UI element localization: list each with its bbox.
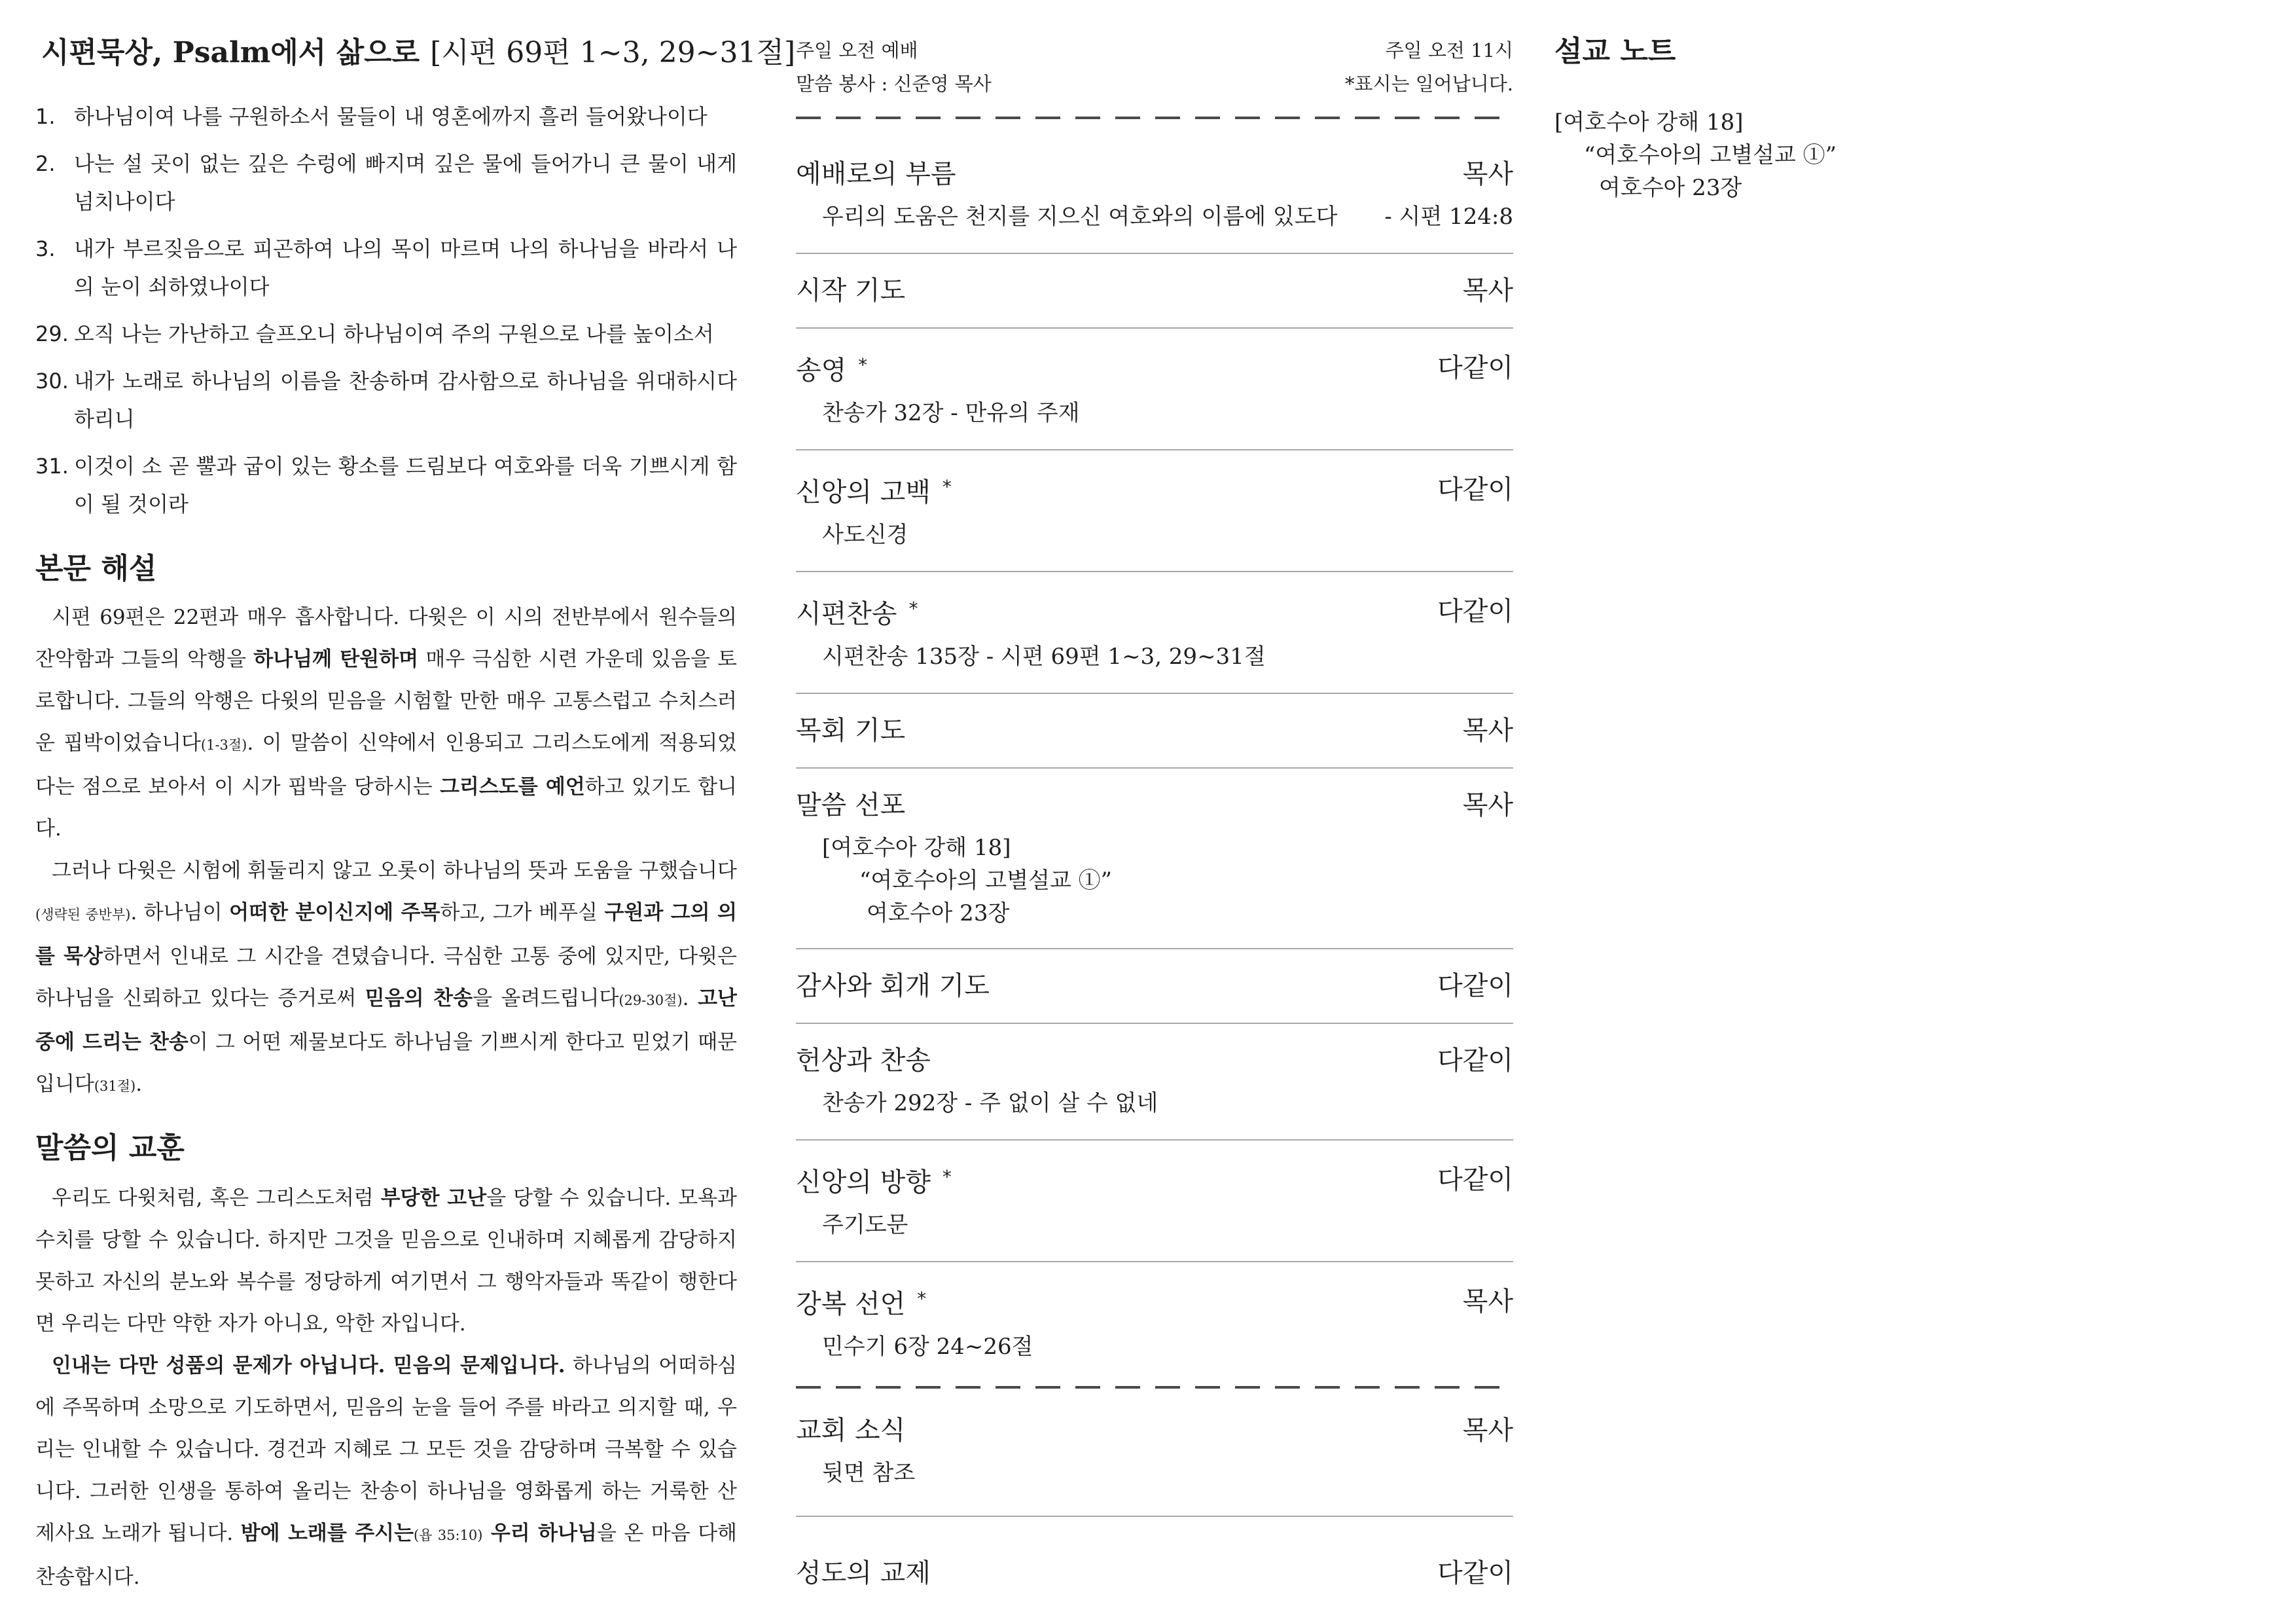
order-item-detail: 민수기 6장 24~26절 [822,1334,1033,1360]
order-item-detail [796,831,1513,930]
order-item-title: 강복 선언 [796,1289,906,1319]
dashed-divider [796,117,1513,119]
emphasis-text: 구원과 그의 의를 묵상 [35,901,738,968]
paragraph-text: . [682,987,698,1010]
order-item-row [796,1042,1513,1079]
paragraph-text: 이 그 어떤 제물보다도 하나님을 기쁘시게 한다고 믿었기 때문입니다 [35,1030,737,1096]
order-item-title: 말씀 선포 [796,790,906,820]
order-item-thanksgiving-repentance-prayer [796,949,1513,1024]
order-item-title: 헌상과 찬송 [796,1046,931,1076]
verse-text: 나는 설 곳이 없는 깊은 수렁에 빠지며 깊은 물에 들어가니 큰 물이 내게 넘치나이다 [74,151,737,214]
standing-marker: * [858,354,868,376]
order-item-row [796,1281,1513,1322]
order-item-leader: 다같이 [1437,1046,1513,1076]
service-name: 주일 오전 예배 [796,39,918,62]
order-item-row [796,591,1513,632]
order-item-title: 시편찬송 [796,599,897,629]
standing-marker: * [942,1166,952,1188]
paragraph-text: . 하나님이 [130,901,230,924]
sermon-series: [여호수아 강해 18] [822,835,1011,861]
order-item-row [796,469,1513,511]
lesson-paragraph [35,1177,737,1345]
order-item-title: 예배로의 부름 [796,159,956,189]
verse-number: 31. [35,454,69,479]
lesson-paragraph [35,1345,737,1598]
verse-citation: (31절) [94,1078,136,1094]
paragraph-text: 을 당할 수 있습니다. 모욕과 수치를 당할 수 있습니다. 하지만 그것을 믿음으로 인내하며 지혜롭게 감당하지 못하고 자신의 분노와 복수를 정당하게 여기면서 그 행악자들과 똑같이 행한다면 우리는 다만 약한 자가 아니요, 악한 자입니다. [35,1186,737,1336]
order-item-detail-text: 우리의 도움은 천지를 지으신 여호와의 이름에 있도다 [822,204,1338,230]
paragraph-text: 하고 있기도 합니다. [35,775,737,841]
standing-marker: * [908,598,918,619]
order-item-row [796,156,1513,192]
emphasis-text: 우리 하나님 [482,1522,597,1545]
order-item-offering-hymn [796,1024,1513,1140]
emphasis-text: 밤에 노래를 주시는 [240,1522,414,1545]
order-item-leader: 다같이 [1437,353,1513,383]
paragraph-text: 하면서 인내로 그 시간을 견뎠습니다. 극심한 고통 중에 있지만, 다윗은 하나님을 신뢰하고 있다는 증거로써 [35,945,737,1010]
order-item-title: 신앙의 방향 [796,1167,931,1197]
order-item-benediction [796,1262,1513,1383]
order-item-detail: 찬송가 32장 - 만유의 주재 [822,400,1080,426]
order-item-detail: 주기도문 [822,1212,908,1238]
verse-text: 내가 부르짖음으로 피곤하여 나의 목이 마르며 나의 하나님을 바라서 나의 눈이 쇠하였나이다 [74,236,737,299]
order-item-doxology [796,329,1513,450]
verse-number: 2. [35,151,56,176]
order-item-row [796,272,1513,309]
sermon-notes-heading: 설교 노트 [1554,35,1676,68]
order-item-row [796,1159,1513,1201]
order-item-leader: 목사 [1462,1415,1513,1446]
sermon-notes [1554,33,2261,204]
order-item-title-group [796,347,867,389]
psalm-verse [35,315,737,353]
order-item-detail: 사도신경 [822,522,908,548]
order-item-opening-prayer [796,254,1513,329]
order-item-direction-of-faith [796,1140,1513,1262]
worship-order-column [796,34,1513,1592]
psalm-verse [35,447,737,523]
sermon-title: “여호수아의 고별설교 ①” [859,867,1112,894]
order-item-title-group [796,469,952,511]
verse-text: 하나님이여 나를 구원하소서 물들이 내 영혼에까지 흘러 들어왔나이다 [74,104,708,129]
verse-text: 이것이 소 곧 뿔과 굽이 있는 황소를 드림보다 여호와를 더욱 기쁘시게 함이 될 것이라 [74,454,737,517]
order-item-title: 목회 기도 [796,716,906,746]
commentary-heading: 본문 해설 [35,552,157,585]
order-item-title: 교회 소식 [796,1415,906,1446]
order-item-leader: 다같이 [1437,475,1513,505]
psalm-verse [35,98,737,136]
commentary-body [35,596,737,1107]
standing-marker: * [917,1288,927,1309]
lesson-heading: 말씀의 교훈 [35,1131,185,1165]
order-item-title-group [796,1281,926,1322]
verse-number: 29. [35,321,69,346]
emphasis-text: 어떠한 분이신지에 주목 [229,901,440,924]
verse-citation: (생략된 중반부) [35,907,131,922]
order-item-confession-of-faith [796,450,1513,572]
paragraph-text: 매우 극심한 시련 가운데 있음을 토로합니다. 그들의 악행은 다윗의 믿음을 시험할 만한 매우 고통스럽고 수치스러운 핍박이었습니다 [35,647,737,755]
order-item-row [796,347,1513,389]
order-item-detail [796,199,1513,234]
psalm-verse [35,362,737,438]
order-item-row [796,968,1513,1004]
paragraph-text: . 이 말씀이 신약에서 인용되고 그리스도에게 적용되었다는 점으로 보아서 이 시가 핍박을 당하시는 [35,731,737,799]
order-item-leader: 목사 [1462,1286,1513,1317]
order-item-title-group [796,1159,952,1201]
standing-note: *표시는 일어납니다. [1344,73,1513,95]
order-item-row [796,712,1513,749]
order-item-title: 감사와 회개 기도 [796,971,990,1001]
verse-citation: (욥 35:10) [414,1527,483,1543]
commentary-paragraph [35,850,737,1107]
emphasis-text: 인내는 다만 성품의 문제가 아닙니다. 믿음의 문제입니다. [52,1354,565,1377]
meditation-title-main: 시편묵상, Psalm에서 삶으로 [41,36,420,69]
sermon-notes-body [1554,106,2261,204]
sermon-passage: 여호수아 23장 [1599,175,1742,201]
order-item-detail: 뒷면 참조 [822,1460,916,1486]
sermon-series: [여호수아 강해 18] [1554,109,1744,136]
order-item-leader: 목사 [1462,159,1513,189]
order-item-row [796,1412,1513,1449]
psalm-verse [35,145,737,221]
order-item-call-to-worship [796,137,1513,254]
order-item-row [796,1555,1513,1592]
order-item-pastoral-prayer [796,694,1513,769]
order-item-title: 성도의 교제 [796,1558,931,1588]
verse-text: 내가 노래로 하나님의 이름을 찬송하며 감사함으로 하나님을 위대하시다 하리니 [74,369,737,431]
scripture-reference: - 시편 124:8 [1384,204,1513,230]
worship-header-row [796,67,1513,101]
standing-marker: * [942,476,952,498]
order-item-detail: 시편찬송 135장 - 시편 69편 1~3, 29~31절 [822,644,1266,670]
emphasis-text: 그리스도를 예언 [439,775,585,799]
order-item-leader: 다같이 [1437,596,1513,627]
order-item-leader: 목사 [1462,716,1513,746]
order-item-title: 신앙의 고백 [796,477,931,507]
order-of-worship [796,137,1513,1592]
meditation-title-reference: [시편 69편 1~3, 29~31절] [430,36,796,69]
order-item-title-group [796,591,918,632]
order-item-leader: 목사 [1462,276,1513,306]
paragraph-text: 을 올려드립니다 [473,987,619,1010]
order-item-psalm-singing [796,572,1513,694]
paragraph-text: . [135,1072,143,1096]
order-item-leader: 다같이 [1437,971,1513,1001]
paragraph-text: 을 온 마음 다해 찬송합시다. [35,1522,737,1589]
order-item-leader: 다같이 [1437,1165,1513,1195]
emphasis-text: 부당한 고난 [380,1186,487,1210]
worship-header-row [796,34,1513,67]
emphasis-text: 믿음의 찬송 [365,987,473,1010]
order-item-detail: 찬송가 292장 - 주 없이 살 수 없네 [822,1090,1158,1116]
emphasis-text: 고난 중에 드리는 찬송 [35,987,737,1054]
service-time: 주일 오전 11시 [1385,39,1513,62]
order-item-title: 시작 기도 [796,276,906,306]
sermon-passage: 여호수아 23장 [867,900,1010,926]
verse-text: 오직 나는 가난하고 슬프오니 하나님이여 주의 구원으로 나를 높이소서 [74,321,714,346]
paragraph-text: 하나님의 어떠하심에 주목하며 소망으로 기도하면서, 믿음의 눈을 들어 주를 바라고 의지할 때, 우리는 인내할 수 있습니다. 경건과 지혜로 그 모든 것을 감당하며 극복할 수 있습니다. 그러한 인생을 통하여 올리는 찬송이 하나님을 영화롭게 하는 거룩한 산 제사요 노래가 됩니다. [35,1354,737,1545]
paragraph-text: 그러나 다윗은 시험에 휘둘리지 않고 오롯이 하나님의 뜻과 도움을 구했습니다 [52,859,737,883]
order-item-leader: 목사 [1462,790,1513,820]
verse-citation: (1-3절) [200,737,247,753]
lesson-body [35,1177,737,1598]
emphasis-text: 하나님께 탄원하며 [253,647,419,671]
order-item-leader: 다같이 [1437,1558,1513,1588]
verse-citation: (29-30절) [619,993,683,1008]
meditation-title [41,35,796,71]
order-item-title: 송영 [796,356,847,386]
order-item-sermon [796,769,1513,949]
sermon-title: “여호수아의 고별설교 ①” [1584,142,1837,168]
preacher: 말씀 봉사 : 신준영 목사 [796,73,992,95]
verse-number: 30. [35,369,69,393]
order-item-row [796,787,1513,824]
paragraph-text: 시편 69편은 22편과 매우 흡사합니다. 다윗은 이 시의 전반부에서 원수들의 잔악함과 그들의 악행을 [35,606,737,671]
commentary-paragraph [35,596,737,850]
paragraph-text: 하고, 그가 베푸실 [440,901,605,924]
order-item-fellowship [796,1517,1513,1592]
verse-number: 3. [35,236,56,261]
verse-number: 1. [35,104,56,129]
order-item-church-news [796,1389,1513,1517]
psalm-verse-list [35,98,737,532]
paragraph-text: 우리도 다윗처럼, 혹은 그리스도처럼 [52,1186,381,1210]
psalm-verse [35,230,737,306]
